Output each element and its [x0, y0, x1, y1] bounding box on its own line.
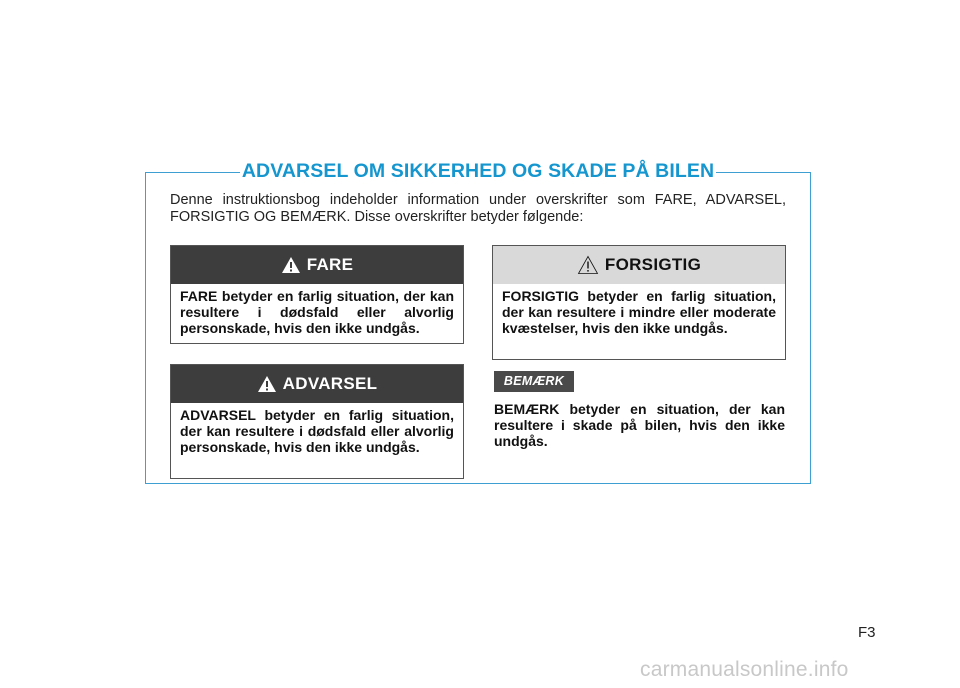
intro-paragraph: Denne instruktionsbog indeholder information under overskrifter som FARE, ADVARSEL, FORSIGTIG OG BEMÆRK. Disse overskrifter betyder følgende:	[170, 192, 786, 225]
forsigtig-heading: FORSIGTIG	[604, 255, 702, 274]
warning-triangle-icon	[281, 256, 301, 274]
forsigtig-box	[492, 245, 786, 360]
advarsel-heading: ADVARSEL	[282, 374, 378, 393]
watermark: carmanualsonline.info	[640, 658, 849, 681]
warning-triangle-outline-icon	[577, 255, 599, 275]
advarsel-header	[171, 365, 463, 403]
fare-box	[170, 245, 464, 344]
warning-triangle-icon	[257, 375, 277, 393]
bemaerk-text: BEMÆRK betyder en situation, der kan resultere i skade på bilen, hvis den ikke undgås.	[494, 401, 785, 449]
section-title: ADVARSEL OM SIKKERHED OG SKADE PÅ BILEN	[240, 156, 716, 186]
forsigtig-header	[493, 246, 785, 284]
fare-header	[171, 246, 463, 284]
forsigtig-text: FORSIGTIG betyder en farlig situation, der kan resultere i mindre eller moderate kvæstelser, hvis den ikke undgås.	[502, 288, 776, 336]
page-number: F3	[858, 624, 876, 641]
advarsel-text: ADVARSEL betyder en farlig situation, der kan resultere i dødsfald eller alvorlig personskade, hvis den ikke undgås.	[180, 407, 454, 455]
fare-heading: FARE	[306, 255, 354, 274]
advarsel-box	[170, 364, 464, 479]
fare-text: FARE betyder en farlig situation, der kan resultere i dødsfald eller alvorlig personskade, hvis den ikke undgås.	[180, 288, 454, 336]
bemaerk-label: BEMÆRK	[494, 371, 574, 392]
